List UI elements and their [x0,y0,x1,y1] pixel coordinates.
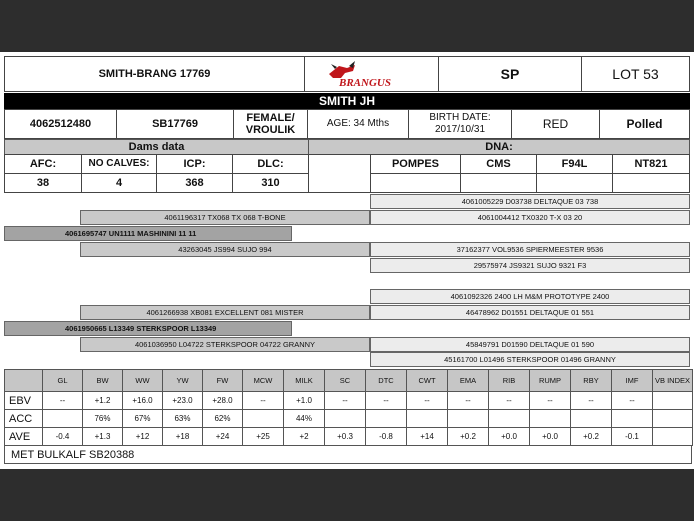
ave-cell: +2 [284,428,325,446]
ebv-cell: -- [325,392,366,410]
sale-catalogue-sheet [0,52,694,469]
dams-data-title: Dams data [4,139,309,155]
dna-header-nt821: NT821 [612,154,690,174]
ebv-col-header: IMF [612,370,653,392]
acc-cell [448,410,489,428]
pedigree-sire-dam-dam: 29575974 JS9321 SUJO 9321 F3 [370,258,690,273]
ave-cell: +25 [243,428,284,446]
pedigree-sire-dam-sire: 37162377 VOL9536 SPIERMEESTER 9536 [370,242,690,257]
pedigree-sire: 4061695747 UN1111 MASHININI 11 11 [4,226,292,241]
table-row [5,428,693,446]
dams-header-dlc: DLC: [232,154,309,174]
acc-cell: 44% [284,410,325,428]
ebv-col-header: MILK [284,370,325,392]
sex: FEMALE/ VROULIK [233,109,308,139]
brangus-logo [325,60,419,90]
ebv-cell: +1.0 [284,392,325,410]
ave-cell: +12 [123,428,163,446]
acc-cell [571,410,612,428]
ebv-table [4,369,693,446]
ebv-col-header: RUMP [530,370,571,392]
dna-header-f94l: F94L [536,154,613,174]
dams-value-icp: 368 [156,173,233,193]
top-dark-band [0,0,694,52]
pedigree-dam: 4061950665 L13349 STERKSPOOR L13349 [4,321,292,336]
ebv-cell: -- [571,392,612,410]
acc-cell: 67% [123,410,163,428]
dams-value-calves: 4 [81,173,157,193]
dams-header-icp: ICP: [156,154,233,174]
pedigree-sire-sire: 4061196317 TX068 TX 068 T-BONE [80,210,370,225]
dna-value-f94l [536,173,613,193]
birth-date: 2017/10/31 [434,124,486,135]
ave-cell: -0.1 [612,428,653,446]
acc-cell [612,410,653,428]
ave-cell: +18 [163,428,203,446]
lot-number: LOT 53 [581,56,690,92]
birth-date-cell [408,109,512,139]
ave-cell: +0.0 [489,428,530,446]
ebv-col-header: BW [83,370,123,392]
ave-cell: -0.4 [43,428,83,446]
dna-header-cms: CMS [460,154,537,174]
ave-cell: +0.3 [325,428,366,446]
pedigree-sire-sire-dam: 4061004412 TX0320 T-X 03 20 [370,210,690,225]
pedigree-dam-dam: 4061036950 L04722 STERKSPOOR 04722 GRANNY [80,337,370,352]
acc-cell [407,410,448,428]
table-row [5,392,693,410]
ebv-col-header: MCW [243,370,284,392]
ebv-cell [653,392,693,410]
ebv-col-header: CWT [407,370,448,392]
animal-id: 4062512480 [4,109,117,139]
acc-cell [325,410,366,428]
acc-cell [653,410,693,428]
acc-cell [366,410,407,428]
ebv-col-header: RIB [489,370,530,392]
acc-cell: 62% [203,410,243,428]
dams-header-afc: AFC: [4,154,82,174]
birth-date-label: BIRTH DATE: [429,112,491,123]
dams-header-calves: NO CALVES: [81,154,157,174]
ave-cell [653,428,693,446]
pedigree-dam-sire-dam: 46478962 D01551 DELTAQUE 01 551 [370,305,690,320]
acc-cell: 63% [163,410,203,428]
ebv-cell: -- [489,392,530,410]
ebv-col-header: SC [325,370,366,392]
logo-text: BRANGUS [339,77,391,89]
table-row [5,410,693,428]
dna-value-cms [460,173,537,193]
age: AGE: 34 Mths [307,109,409,139]
ebv-col-header: RBY [571,370,612,392]
ebv-cell: +16.0 [123,392,163,410]
animal-name: SMITH-BRANG 17769 [4,56,305,92]
ebv-col-header: DTC [366,370,407,392]
ave-cell: +0.0 [530,428,571,446]
pedigree-dam-sire: 4061266938 XB081 EXCELLENT 081 MISTER [80,305,370,320]
ebv-col-header: YW [163,370,203,392]
ebv-col-header: WW [123,370,163,392]
acc-cell [489,410,530,428]
ebv-cell: -- [448,392,489,410]
colour: RED [511,109,600,139]
acc-cell [43,410,83,428]
registration-number: SB17769 [116,109,234,139]
acc-cell [530,410,571,428]
ebv-col-header: EMA [448,370,489,392]
ave-cell: +14 [407,428,448,446]
ave-cell: +0.2 [571,428,612,446]
ave-cell: +0.2 [448,428,489,446]
ebv-corner [5,370,43,392]
pedigree-sire-sire-sire: 4061005229 D03738 DELTAQUE 03 738 [370,194,690,209]
acc-row-label: ACC [5,410,43,428]
ebv-col-header: FW [203,370,243,392]
ave-row-label: AVE [5,428,43,446]
ave-cell: -0.8 [366,428,407,446]
code-badge: SP [438,56,582,92]
ebv-cell: +1.2 [83,392,123,410]
ebv-cell: -- [612,392,653,410]
ebv-col-header: VB INDEX [653,370,693,392]
dna-title: DNA: [308,139,690,155]
ebv-cell: -- [407,392,448,410]
dams-value-dlc: 310 [232,173,309,193]
breeder-name: SMITH JH [4,93,690,109]
acc-cell: 76% [83,410,123,428]
ave-cell: +24 [203,428,243,446]
bottom-dark-band [0,469,694,521]
ebv-header-row [5,370,693,392]
dna-header-pompes: POMPES [370,154,461,174]
pedigree-dam-dam-dam: 45161700 L01496 STERKSPOOR 01496 GRANNY [370,352,690,367]
ebv-cell: +23.0 [163,392,203,410]
ebv-row-label: EBV [5,392,43,410]
ebv-col-header: GL [43,370,83,392]
dna-value-nt821 [612,173,690,193]
ebv-cell: -- [43,392,83,410]
footer-note: MET BULKALF SB20388 [4,445,692,464]
acc-cell [243,410,284,428]
pedigree-sire-dam: 43263045 JS994 SUJO 994 [80,242,370,257]
ave-cell: +1.3 [83,428,123,446]
ebv-cell: -- [530,392,571,410]
ebv-cell: +28.0 [203,392,243,410]
pedigree-dam-dam-sire: 45849791 D01590 DELTAQUE 01 590 [370,337,690,352]
ebv-cell: -- [243,392,284,410]
dams-value-afc: 38 [4,173,82,193]
dna-value-pompes [370,173,461,193]
ebv-cell: -- [366,392,407,410]
dna-blank-cell [308,154,371,193]
pedigree-dam-sire-sire: 4061092326 2400 LH M&M PROTOTYPE 2400 [370,289,690,304]
horn-status: Polled [599,109,690,139]
